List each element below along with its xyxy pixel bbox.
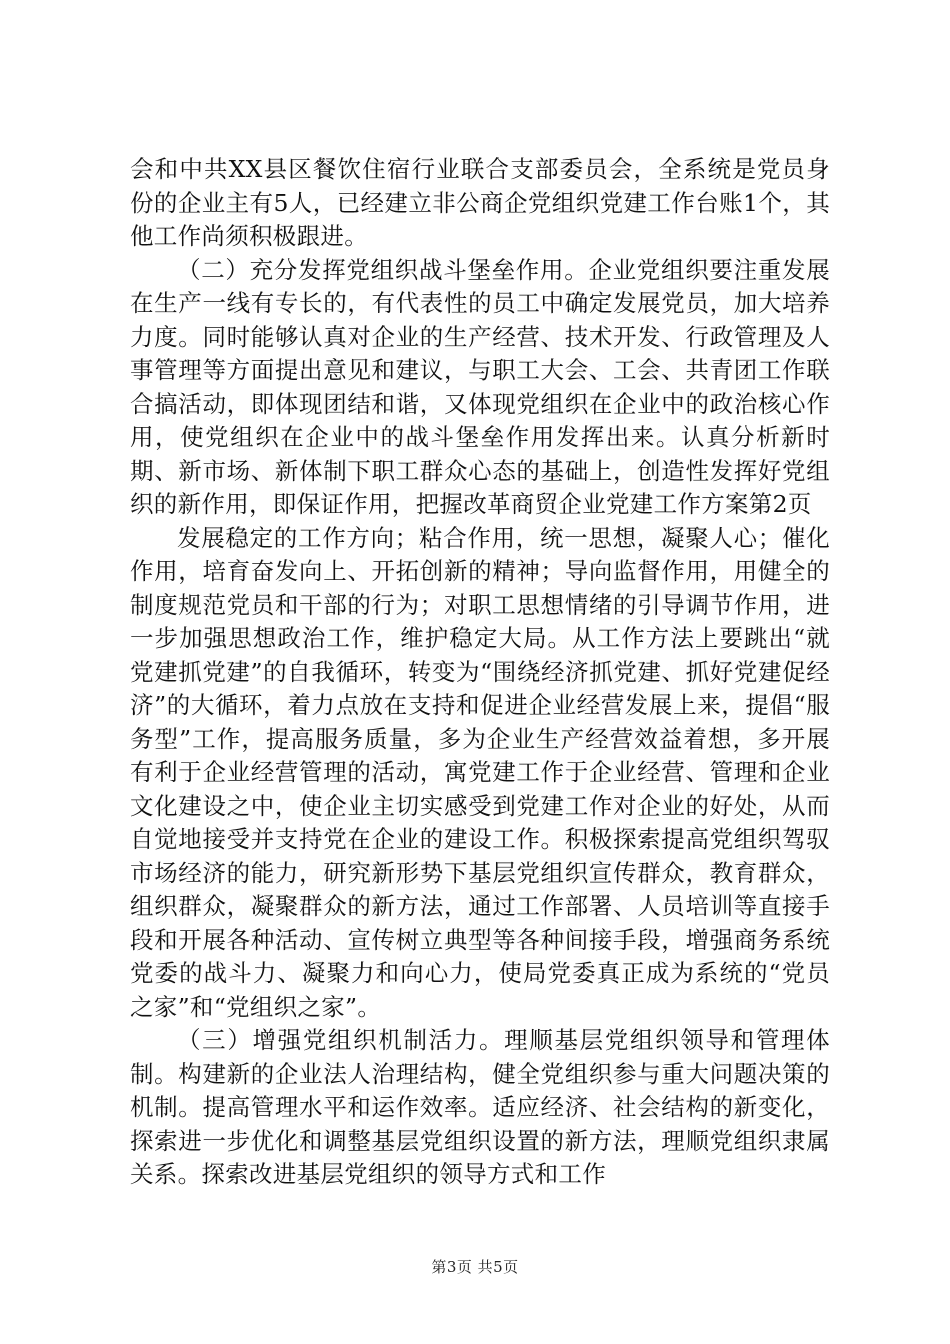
page-number-footer: 第3页 共5页 bbox=[431, 1258, 519, 1276]
paragraph-section-two: （二）充分发挥党组织战斗堡垒作用。企业党组织要注重发展在生产一线有专长的，有代表性的员工中确定发展党员，加大培养力度。同时能够认真对企业的生产经营、技术开发、行政管理及人事管理等方面提出意见和建议，与职工大会、工会、共青团工作联合搞活动，即体现团结和谐，又体现党组织在企业中的政治核心作用，使党组织在企业中的战斗堡垒作用发挥出来。认真分析新时期、新市场、新体制下职工群众心态的基础上，创造性发挥好党组织的新作用，即保证作用，把握改革商贸企业党建工作方案第2页 bbox=[130, 255, 830, 518]
document-body bbox=[130, 153, 830, 1192]
paragraph-continuation: 会和中共XX县区餐饮住宿行业联合支部委员会，全系统是党员身份的企业主有5人，已经建立非公商企党组织党建工作台账1个，其他工作尚须积极跟进。 bbox=[130, 155, 830, 250]
paragraph-work-direction: 发展稳定的工作方向；粘合作用，统一思想，凝聚人心；催化作用，培育奋发向上、开拓创新的精神；导向监督作用，用健全的制度规范党员和干部的行为；对职工思想情绪的引导调节作用，进一步加强思想政治工作，维护稳定大局。从工作方法上要跳出“就党建抓党建”的自我循环，转变为“围绕经济抓党建、抓好党建促经济”的大循环，着力点放在支持和促进企业经营发展上来，提倡“服务型”工作，提高服务质量，多为企业生产经营效益着想，多开展有利于企业经营管理的活动，寓党建工作于企业经营、管理和企业文化建设之中，使企业主切实感受到党建工作对企业的好处，从而自觉地接受并支持党在企业的建设工作。积极探索提高党组织驾驭市场经济的能力，研究新形势下基层党组织宣传群众，教育群众，组织群众，凝聚群众的新方法，通过工作部署、人员培训等直接手段和开展各种活动、宣传树立典型等各种间接手段，增强商务系统党委的战斗力、凝聚力和向心力，使局党委真正成为系统的“党员之家”和“党组织之家”。 bbox=[130, 523, 830, 1021]
paragraph-section-three: （三）增强党组织机制活力。理顺基层党组织领导和管理体制。构建新的企业法人治理结构，健全党组织参与重大问题决策的机制。提高管理水平和运作效率。适应经济、社会结构的新变化，探索进一步优化和调整基层党组织设置的新方法，理顺党组织隶属关系。探索改进基层党组织的领导方式和工作 bbox=[130, 1026, 830, 1188]
